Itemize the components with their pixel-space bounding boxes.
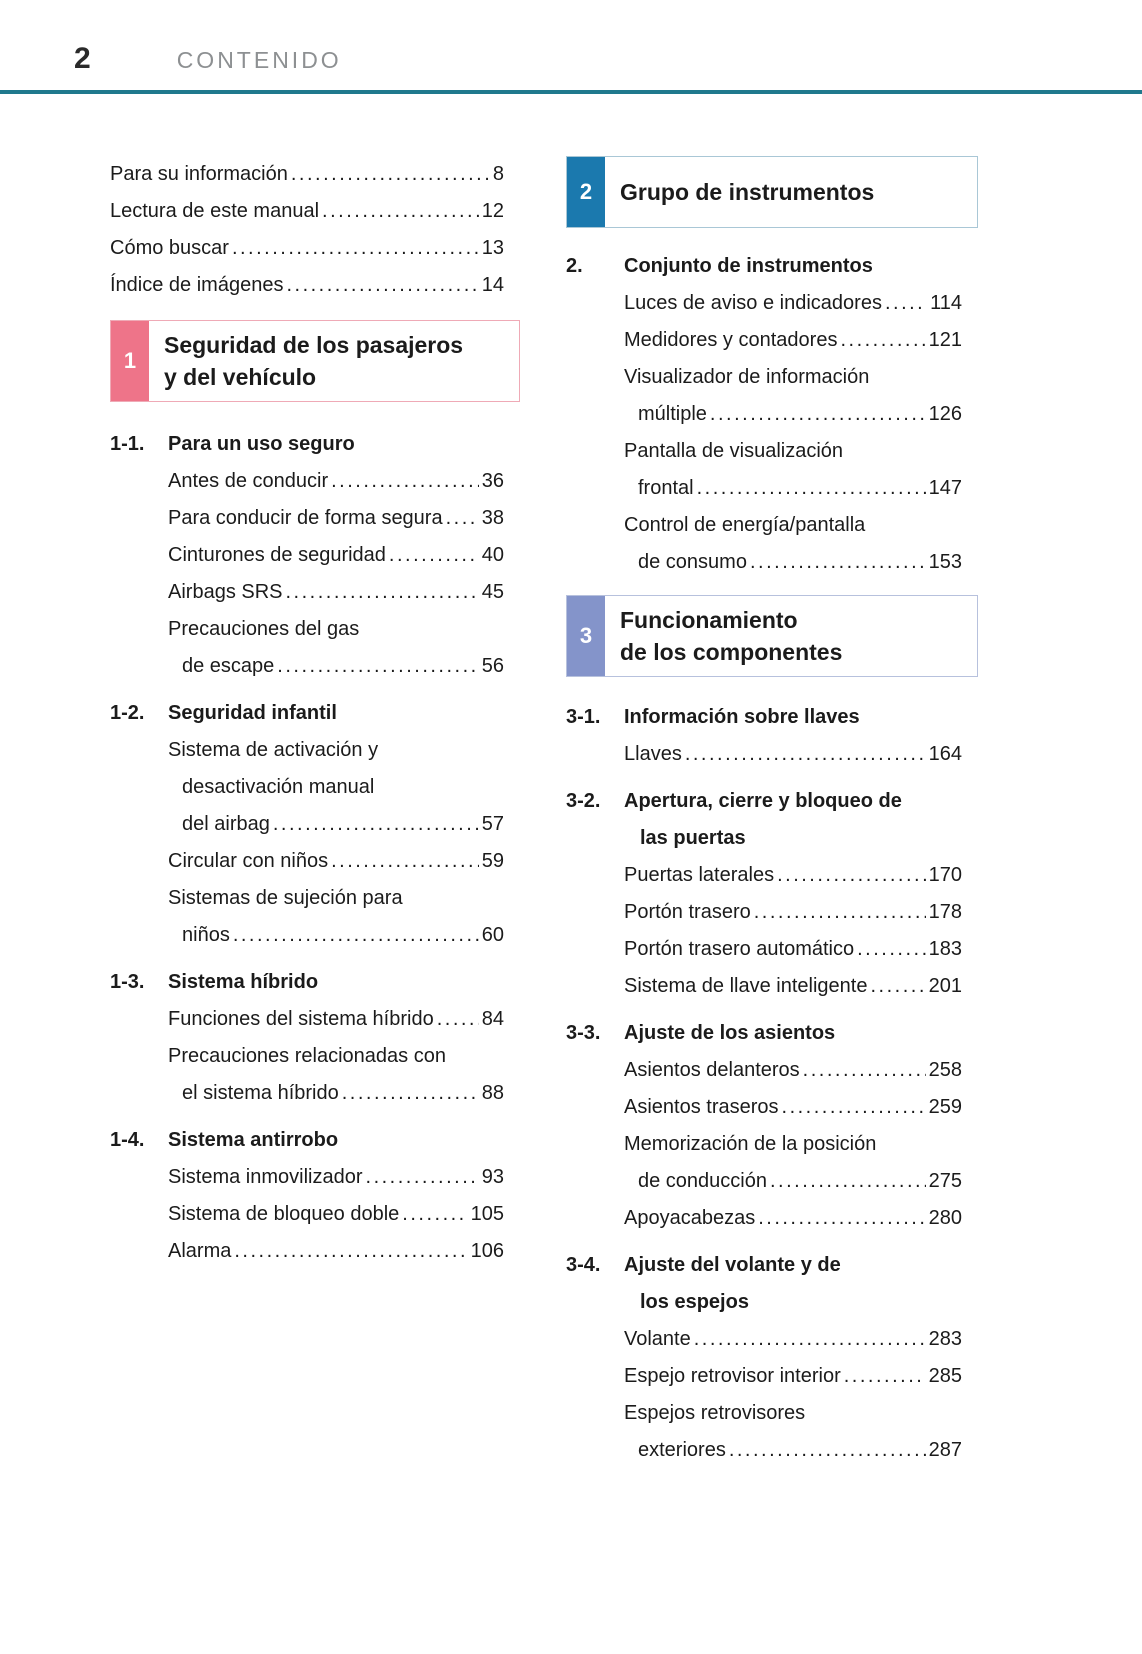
section-title-line2: los espejos xyxy=(640,1291,749,1313)
toc-entry xyxy=(624,507,978,581)
dot-leader xyxy=(750,544,926,581)
section-title: Conjunto de instrumentos xyxy=(624,255,873,277)
toc-entry xyxy=(168,500,520,537)
section-entries xyxy=(168,1159,520,1270)
dot-leader xyxy=(694,1321,926,1358)
section-title: Información sobre llaves xyxy=(624,706,860,728)
dot-leader xyxy=(389,537,479,574)
section-title-line2: las puertas xyxy=(640,827,746,849)
entry-label: Airbags SRS xyxy=(168,581,283,603)
entry-label: múltiple xyxy=(638,403,707,425)
section-heading xyxy=(110,426,520,463)
entry-label-line: Control de energía/pantalla xyxy=(624,514,866,536)
entry-page: 283 xyxy=(928,1328,962,1350)
page-number: 2 xyxy=(74,42,91,75)
entry-label: Volante xyxy=(624,1328,691,1350)
chapter-title-line: Seguridad de los pasajeros xyxy=(164,332,464,358)
entry-page: 60 xyxy=(481,924,504,946)
entry-label: exteriores xyxy=(638,1439,726,1461)
toc-entry xyxy=(624,322,978,359)
dot-leader xyxy=(446,500,479,537)
toc-entry xyxy=(168,880,520,954)
toc-entry xyxy=(110,193,520,230)
toc-entry xyxy=(624,857,978,894)
entry-label: Apoyacabezas xyxy=(624,1207,756,1229)
entry-page: 287 xyxy=(928,1439,962,1461)
entry-page: 164 xyxy=(928,743,962,765)
section-heading xyxy=(566,699,978,736)
section-entries xyxy=(624,285,978,581)
section-entries xyxy=(168,1001,520,1112)
dot-leader xyxy=(803,1052,926,1089)
entry-label: Puertas laterales xyxy=(624,864,775,886)
entry-page: 84 xyxy=(481,1008,504,1030)
toc-entry xyxy=(168,574,520,611)
entry-page: 121 xyxy=(928,329,962,351)
entry-page: 275 xyxy=(928,1170,962,1192)
toc-entry xyxy=(168,537,520,574)
entry-label: Llaves xyxy=(624,743,682,765)
toc-entry xyxy=(624,1321,978,1358)
entry-page: 153 xyxy=(928,551,962,573)
entry-label: Asientos delanteros xyxy=(624,1059,800,1081)
toc-entry xyxy=(624,285,978,322)
dot-leader xyxy=(366,1159,479,1196)
entry-page: 258 xyxy=(928,1059,962,1081)
entry-label: Medidores y contadores xyxy=(624,329,838,351)
toc-entry xyxy=(624,1126,978,1200)
section-heading xyxy=(110,1122,520,1159)
toc-entry xyxy=(168,463,520,500)
section-heading xyxy=(566,248,978,285)
dot-leader xyxy=(840,322,925,359)
entry-label: frontal xyxy=(638,477,694,499)
toc-entry xyxy=(624,433,978,507)
entry-page: 59 xyxy=(481,850,504,872)
entry-label: de consumo xyxy=(638,551,747,573)
dot-leader xyxy=(273,806,479,843)
toc-section xyxy=(566,699,978,773)
entry-label: Sistema de bloqueo doble xyxy=(168,1203,400,1225)
entry-page: 40 xyxy=(481,544,504,566)
entry-label-line: Espejos retrovisores xyxy=(624,1402,806,1424)
entry-label: Sistema de llave inteligente xyxy=(624,975,868,997)
page-header xyxy=(0,0,1142,76)
toc-entry xyxy=(624,1200,978,1237)
entry-label: Portón trasero xyxy=(624,901,751,923)
entry-label: Antes de conducir xyxy=(168,470,329,492)
section-title: Ajuste del volante y de xyxy=(624,1254,841,1276)
chapter-2-box xyxy=(566,156,978,228)
dot-leader xyxy=(782,1089,926,1126)
toc-entry xyxy=(168,843,520,880)
section-heading xyxy=(566,783,978,857)
section-heading xyxy=(110,964,520,1001)
section-title: Sistema híbrido xyxy=(168,971,319,993)
entry-label: Luces de aviso e indicadores xyxy=(624,292,882,314)
entry-label: del airbag xyxy=(182,813,270,835)
entry-page: 12 xyxy=(481,200,504,222)
section-number: 3-2. xyxy=(566,790,601,812)
entry-page: 56 xyxy=(481,655,504,677)
chapter-title-line: y del vehículo xyxy=(164,364,317,390)
entry-page: 201 xyxy=(928,975,962,997)
toc-section xyxy=(566,248,978,581)
dot-leader xyxy=(758,1200,925,1237)
entry-label: Asientos traseros xyxy=(624,1096,779,1118)
entry-page: 45 xyxy=(481,581,504,603)
entry-label: el sistema híbrido xyxy=(182,1082,339,1104)
dot-leader xyxy=(844,1358,926,1395)
toc-entry xyxy=(624,968,978,1005)
entry-label-line: Sistemas de sujeción para xyxy=(168,887,403,909)
dot-leader xyxy=(857,931,926,968)
entry-label: Cómo buscar xyxy=(110,237,229,259)
toc-entry xyxy=(624,894,978,931)
content-columns xyxy=(0,94,1142,1473)
section-number: 1-1. xyxy=(110,433,145,455)
entry-label: Funciones del sistema híbrido xyxy=(168,1008,434,1030)
entry-label: Lectura de este manual xyxy=(110,200,320,222)
entry-page: 36 xyxy=(481,470,504,492)
chapter-title-line: Grupo de instrumentos xyxy=(620,179,875,205)
front-matter xyxy=(110,156,520,304)
toc-section xyxy=(566,1015,978,1237)
entry-page: 13 xyxy=(481,237,504,259)
dot-leader xyxy=(331,843,479,880)
dot-leader xyxy=(331,463,479,500)
toc-entry xyxy=(110,230,520,267)
entry-label: Alarma xyxy=(168,1240,232,1262)
chapter-2-title xyxy=(605,157,880,227)
dot-leader xyxy=(697,470,926,507)
entry-label: Para conducir de forma segura xyxy=(168,507,443,529)
entry-page: 38 xyxy=(481,507,504,529)
section-title: Seguridad infantil xyxy=(168,702,337,724)
entry-label: Índice de imágenes xyxy=(110,274,284,296)
entry-page: 106 xyxy=(470,1240,504,1262)
chapter-3-tab: 3 xyxy=(567,596,605,676)
dot-leader xyxy=(685,736,926,773)
dot-leader xyxy=(286,267,478,304)
chapter-3-box xyxy=(566,595,978,677)
entry-label: de escape xyxy=(182,655,275,677)
dot-leader xyxy=(870,968,925,1005)
section-number: 3-3. xyxy=(566,1022,601,1044)
toc-entry xyxy=(168,1038,520,1112)
toc-entry xyxy=(624,931,978,968)
entry-label-line: Memorización de la posición xyxy=(624,1133,877,1155)
chapter-1-title xyxy=(149,321,469,401)
entry-label-line: Sistema de activación y xyxy=(168,739,379,761)
entry-label-line: Precauciones relacionadas con xyxy=(168,1045,446,1067)
toc-section xyxy=(110,964,520,1112)
toc-entry xyxy=(168,611,520,685)
section-entries xyxy=(168,732,520,954)
dot-leader xyxy=(233,917,479,954)
entry-label: Sistema inmovilizador xyxy=(168,1166,363,1188)
dot-leader xyxy=(710,396,926,433)
entry-label-line: Visualizador de información xyxy=(624,366,870,388)
entry-page: 8 xyxy=(492,163,504,185)
entry-page: 14 xyxy=(481,274,504,296)
dot-leader xyxy=(437,1001,479,1038)
entry-page: 280 xyxy=(928,1207,962,1229)
chapter-title-line: de los componentes xyxy=(620,639,843,665)
section-entries xyxy=(624,857,978,1005)
entry-page: 170 xyxy=(928,864,962,886)
chapter-2-tab: 2 xyxy=(567,157,605,227)
left-column xyxy=(110,156,520,1473)
section-heading xyxy=(566,1247,978,1321)
section-entries xyxy=(168,463,520,685)
entry-page: 93 xyxy=(481,1166,504,1188)
toc-section xyxy=(110,1122,520,1270)
chapter-1-tab: 1 xyxy=(111,321,149,401)
entry-page: 114 xyxy=(930,292,962,314)
toc-entry xyxy=(168,1159,520,1196)
entry-page: 259 xyxy=(928,1096,962,1118)
toc-entry xyxy=(624,736,978,773)
toc-entry xyxy=(624,1052,978,1089)
dot-leader xyxy=(770,1163,926,1200)
dot-leader xyxy=(234,1233,467,1270)
entry-label: Circular con niños xyxy=(168,850,329,872)
entry-page: 57 xyxy=(481,813,504,835)
section-number: 1-3. xyxy=(110,971,145,993)
entry-page: 88 xyxy=(481,1082,504,1104)
entry-page: 126 xyxy=(928,403,962,425)
dot-leader xyxy=(232,230,479,267)
entry-label: Portón trasero automático xyxy=(624,938,855,960)
toc-entry xyxy=(168,1196,520,1233)
toc-section xyxy=(566,783,978,1005)
section-title: Para un uso seguro xyxy=(168,433,355,455)
toc-entry xyxy=(168,732,520,843)
entry-label-line: Pantalla de visualización xyxy=(624,440,844,462)
section-entries xyxy=(624,736,978,773)
toc-entry xyxy=(110,156,520,193)
entry-label-line: Precauciones del gas xyxy=(168,618,360,640)
entry-page: 285 xyxy=(928,1365,962,1387)
entry-page: 147 xyxy=(928,477,962,499)
entry-label: Para su información xyxy=(110,163,288,185)
section-title: Ajuste de los asientos xyxy=(624,1022,836,1044)
section-heading xyxy=(566,1015,978,1052)
toc-entry xyxy=(624,1089,978,1126)
toc-section xyxy=(110,695,520,954)
section-number: 1-4. xyxy=(110,1129,145,1151)
entry-label: niños xyxy=(182,924,230,946)
section-entries xyxy=(624,1321,978,1469)
entry-page: 183 xyxy=(928,938,962,960)
section-number: 2. xyxy=(566,255,583,277)
dot-leader xyxy=(342,1075,479,1112)
page-title: CONTENIDO xyxy=(176,47,342,73)
toc-entry xyxy=(624,1358,978,1395)
section-entries xyxy=(624,1052,978,1237)
section-title: Apertura, cierre y bloqueo de xyxy=(624,790,902,812)
dot-leader xyxy=(291,156,490,193)
section-number: 3-1. xyxy=(566,706,601,728)
entry-label-line: desactivación manual xyxy=(182,776,375,798)
dot-leader xyxy=(754,894,926,931)
toc-entry xyxy=(624,1395,978,1469)
entry-page: 178 xyxy=(928,901,962,923)
dot-leader xyxy=(729,1432,926,1469)
section-heading xyxy=(110,695,520,732)
section-number: 3-4. xyxy=(566,1254,601,1276)
chapter-3-title xyxy=(605,596,848,676)
dot-leader xyxy=(286,574,479,611)
entry-page: 105 xyxy=(470,1203,504,1225)
right-column xyxy=(566,156,978,1473)
section-number: 1-2. xyxy=(110,702,145,724)
chapter-title-line: Funcionamiento xyxy=(620,607,798,633)
entry-label: de conducción xyxy=(638,1170,767,1192)
toc-entry xyxy=(110,267,520,304)
dot-leader xyxy=(777,857,926,894)
entry-label: Cinturones de seguridad xyxy=(168,544,386,566)
toc-section xyxy=(566,1247,978,1469)
section-title: Sistema antirrobo xyxy=(168,1129,339,1151)
toc-entry xyxy=(168,1001,520,1038)
dot-leader xyxy=(402,1196,467,1233)
dot-leader xyxy=(277,648,478,685)
toc-entry xyxy=(168,1233,520,1270)
toc-section xyxy=(110,426,520,685)
dot-leader xyxy=(322,193,479,230)
toc-entry xyxy=(624,359,978,433)
chapter-1-box xyxy=(110,320,520,402)
entry-label: Espejo retrovisor interior xyxy=(624,1365,841,1387)
dot-leader xyxy=(885,285,927,322)
